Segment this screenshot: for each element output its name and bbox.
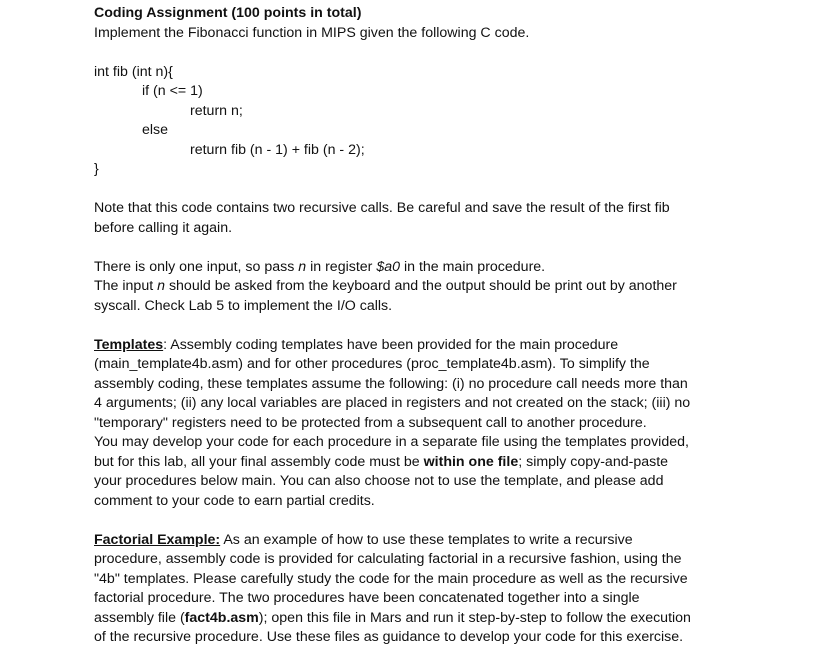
- paragraph-line: "temporary" registers need to be protected from a subsequent call to another procedure.: [94, 414, 647, 431]
- input-paragraph: [94, 258, 809, 317]
- spacer: [94, 511, 809, 531]
- paragraph-line: assembly coding, these templates assume the following: (i) no procedure call needs more than: [94, 375, 688, 392]
- paragraph-line: Templates: Assembly coding templates have been provided for the main procedure: [94, 336, 619, 353]
- code-line: }: [94, 161, 99, 177]
- paragraph-line: assembly file (fact4b.asm); open this file in Mars and run it step-by-step to follow the execution: [94, 609, 691, 626]
- note-paragraph: [94, 199, 809, 238]
- register-name: $a0: [376, 258, 401, 275]
- paragraph-line: "4b" templates. Please carefully study the code for the main procedure as well as the recursive: [94, 570, 688, 587]
- paragraph-line: comment to your code to earn partial credits.: [94, 492, 375, 509]
- factorial-heading: Factorial Example:: [94, 531, 221, 548]
- paragraph-line: procedure, assembly code is provided for calculating factorial in a recursive fashion, using the: [94, 551, 682, 567]
- assignment-title: Coding Assignment (100 points in total): [94, 5, 362, 21]
- code-line: int fib (int n){: [94, 63, 173, 80]
- paragraph-line: 4 arguments; (ii) any local variables are placed in registers and not created on the stack; (iii) no: [94, 395, 691, 411]
- paragraph-line: your procedures below main. You can also choose not to use the template, and please add: [94, 473, 664, 489]
- code-line: return fib (n - 1) + fib (n - 2);: [190, 141, 365, 158]
- paragraph-line: Factorial Example: As an example of how to use these templates to write a recursive: [94, 531, 633, 548]
- assignment-intro: Implement the Fibonacci function in MIPS given the following C code.: [94, 24, 530, 41]
- code-line: if (n <= 1): [142, 83, 203, 99]
- file-name: fact4b.asm: [184, 609, 259, 626]
- paragraph-line: before calling it again.: [94, 219, 233, 236]
- factorial-paragraph: [94, 531, 809, 648]
- paragraph-line: There is only one input, so pass n in register $a0 in the main procedure.: [94, 258, 546, 275]
- code-line: return n;: [190, 102, 243, 119]
- spacer: [94, 238, 809, 258]
- paragraph-line: of the recursive procedure. Use these files as guidance to develop your code for this exercise.: [94, 629, 684, 645]
- paragraph-line: factorial procedure. The two procedures have been concatenated together into a single: [94, 590, 640, 606]
- spacer: [94, 180, 809, 200]
- c-code-block: [94, 63, 809, 180]
- templates-heading: Templates: [94, 336, 164, 353]
- code-line: else: [142, 122, 169, 138]
- paragraph-line: (main_template4b.asm) and for other procedures (proc_template4b.asm). To simplify the: [94, 356, 650, 372]
- paragraph-line: Note that this code contains two recursive calls. Be careful and save the result of the first fib: [94, 200, 670, 216]
- paragraph-line: The input n should be asked from the keyboard and the output should be print out by another: [94, 278, 677, 294]
- document-body: [94, 4, 809, 648]
- templates-paragraph: [94, 336, 809, 512]
- paragraph-line: syscall. Check Lab 5 to implement the I/O calls.: [94, 297, 393, 314]
- paragraph-line: You may develop your code for each procedure in a separate file using the templates provided,: [94, 434, 689, 450]
- spacer: [94, 43, 809, 63]
- paragraph-line: but for this lab, all your final assembly code must be within one file; simply copy-and-paste: [94, 453, 669, 470]
- spacer: [94, 316, 809, 336]
